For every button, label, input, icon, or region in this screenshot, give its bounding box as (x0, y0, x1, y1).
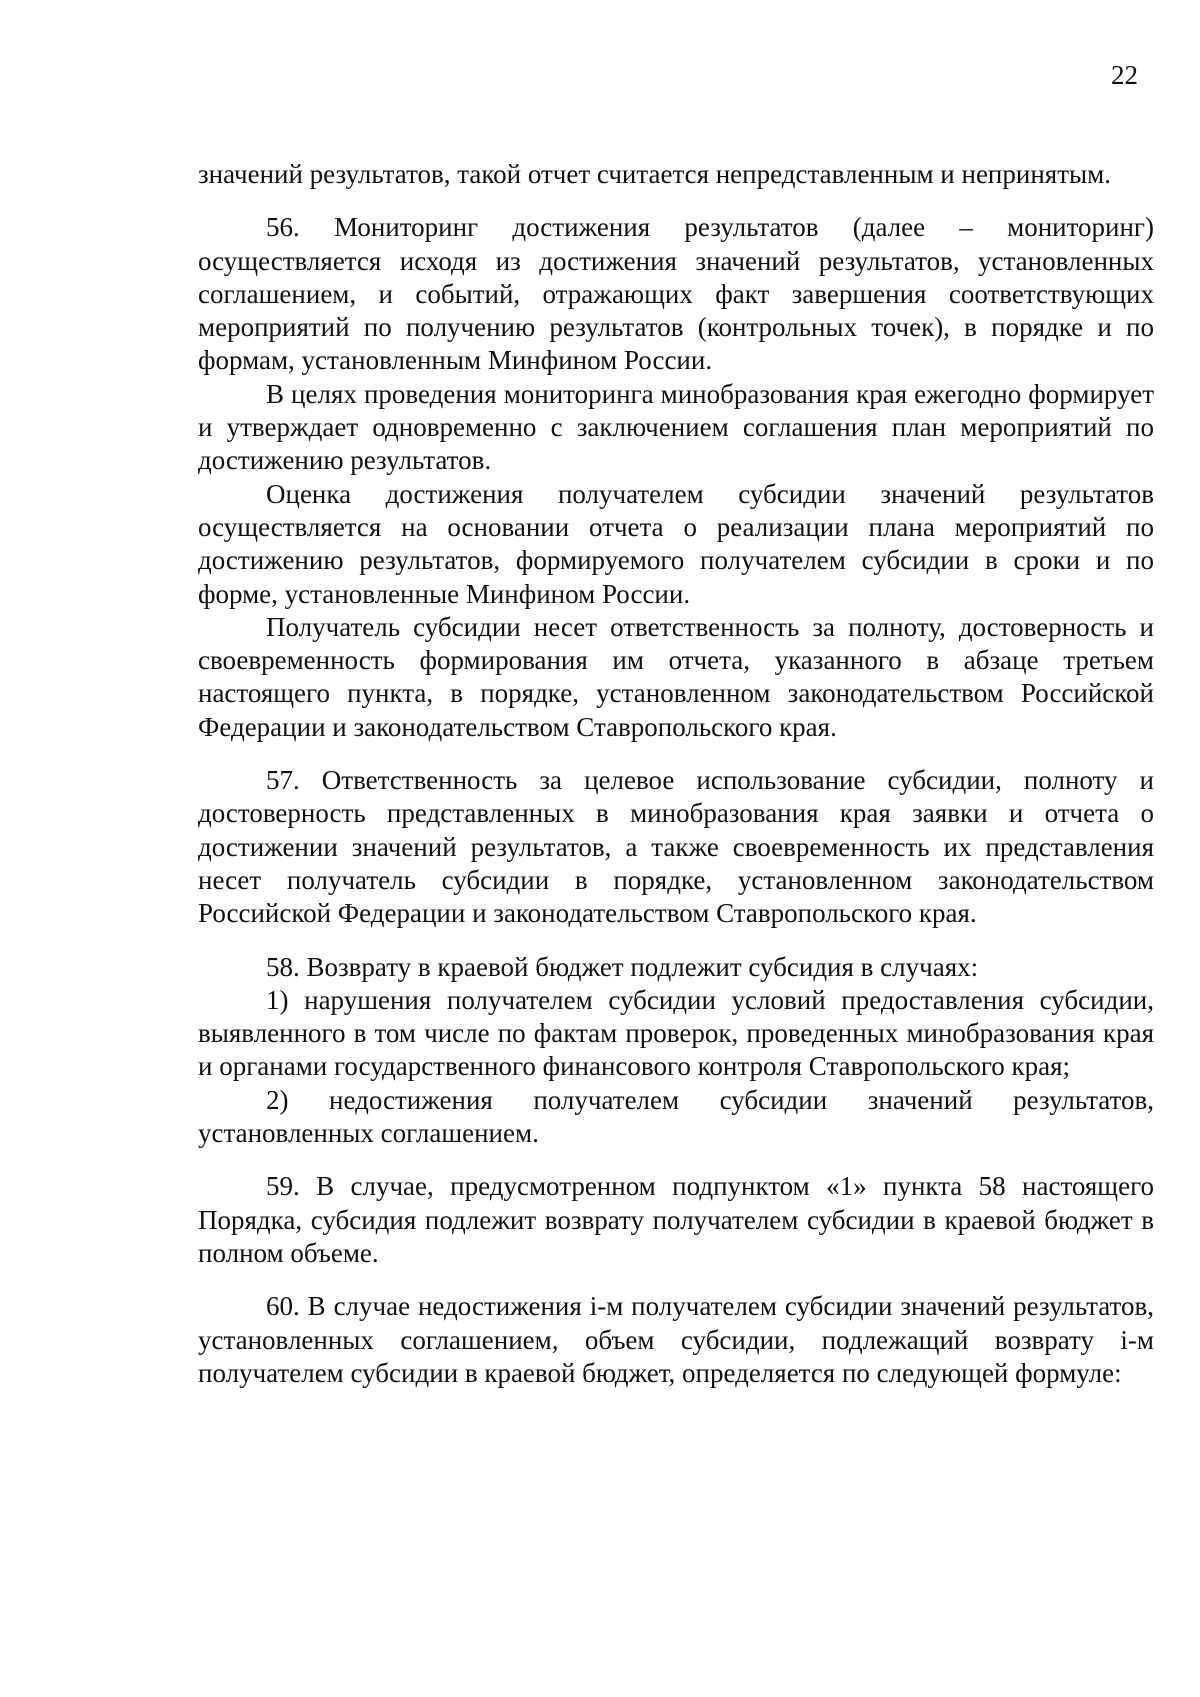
paragraph-58-item-1: 1) нарушения получателем субсидии условий предоставления субсидии, выявленного в том числе по фактам проверок, проведенных минобразования края и органами государственного финансового контроля Ставропольского края; (198, 984, 1154, 1082)
document-body (198, 158, 1154, 1390)
paragraph-56-monitoring: 56. Мониторинг достижения результатов (далее – мониторинг) осуществляется исходя из достижения значений результатов, установленных соглашением, и событий, отражающих факт завершения соответствующих мероприятий по получению результатов (контрольных точек), в порядке и по формам, установленным Минфином России. (198, 212, 1154, 376)
paragraph-60: 60. В случае недостижения i-м получателем субсидии значений результатов, установленных соглашением, объем субсидии, подлежащий возврату i-м получателем субсидии в краевой бюджет, определяется по следующей формуле: (198, 1291, 1154, 1388)
paragraph-56-assessment: Оценка достижения получателем субсидии значений результатов осуществляется на основании отчета о реализации плана мероприятий по достижению результатов, формируемого получателем субсидии в сроки и по форме, установленные Минфином России. (198, 478, 1154, 609)
paragraph-59: 59. В случае, предусмотренном подпунктом «1» пункта 58 настоящего Порядка, субсидия подлежит возврату получателем субсидии в краевой бюджет в полном объеме. (198, 1171, 1154, 1268)
page-number: 22 (1111, 60, 1138, 90)
paragraph-57: 57. Ответственность за целевое использование субсидии, полноту и достоверность представленных в минобразования края заявки и отчета о достижении значений результатов, а также своевременность их представления несет получатель субсидии в порядке, установленном законодательством Российской Федерации и законодательством Ставропольского края. (198, 765, 1154, 929)
paragraph-56-responsibility: Получатель субсидии несет ответственность за полноту, достоверность и своевременность формирования им отчета, указанного в абзаце третьем настоящего пункта, в порядке, установленном законодательством Российской Федерации и законодательством Ставропольского края. (198, 611, 1154, 742)
paragraph-58-item-2: 2) недостижения получателем субсидии значений результатов, установленных соглашением. (198, 1084, 1154, 1149)
paragraph-58-intro: 58. Возврату в краевой бюджет подлежит субсидия в случаях: (266, 951, 979, 982)
paragraph-56-plan: В целях проведения мониторинга минобразования края ежегодно формирует и утверждает одновременно с заключением соглашения план мероприятий по достижению результатов. (198, 378, 1154, 476)
paragraph-continuation: значений результатов, такой отчет считается непредставленным и непринятым. (198, 159, 1111, 189)
